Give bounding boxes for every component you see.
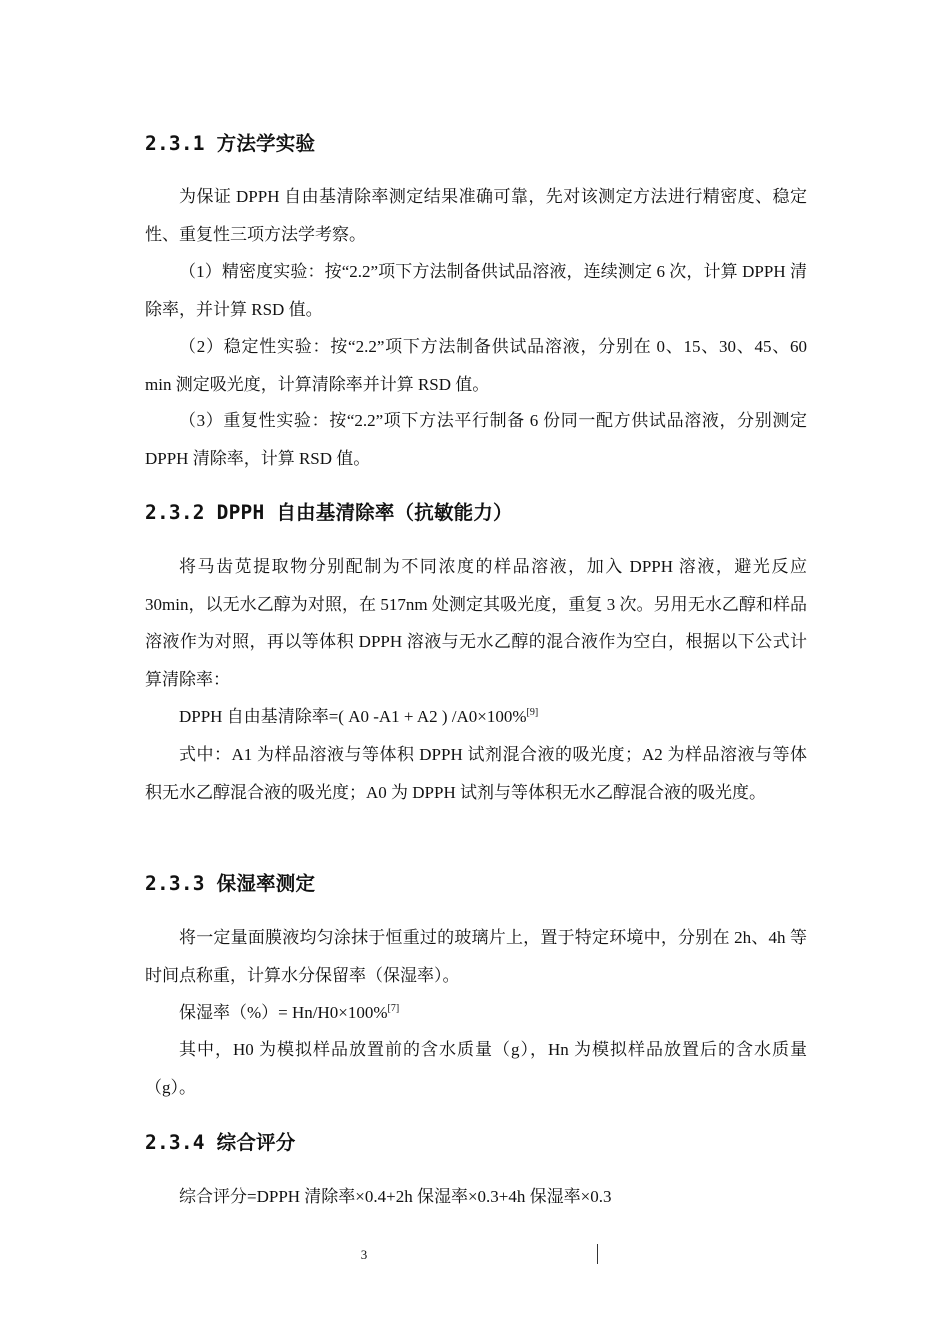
formula-score: 综合评分=DPPH 清除率×0.4+2h 保湿率×0.3+4h 保湿率×0.3 (179, 1187, 612, 1206)
paragraph: 其中，H0 为模拟样品放置前的含水质量（g），Hn 为模拟样品放置后的含水质量（g）。 (145, 1040, 807, 1097)
section-heading-2-3-3: 2.3.3 保湿率测定 (145, 872, 316, 895)
section-heading-2-3-2: 2.3.2 DPPH 自由基清除率（抗敏能力） (145, 501, 513, 524)
text-cursor (597, 1244, 598, 1264)
section-heading-2-3-1: 2.3.1 方法学实验 (145, 132, 316, 155)
formula-dpph (179, 698, 538, 736)
section-heading-2-3-4: 2.3.4 综合评分 (145, 1131, 296, 1154)
page-number: 3 (360, 1247, 368, 1262)
formula-text: 保湿率（%）= Hn/H0×100% (179, 1003, 388, 1022)
paragraph: 式中：A1 为样品溶液与等体积 DPPH 试剂混合液的吸光度；A2 为样品溶液与等体积无水乙醇混合液的吸光度；A0 为 DPPH 试剂与等体积无水乙醇混合液的吸光度。 (145, 745, 807, 802)
paragraph: 将马齿苋提取物分别配制为不同浓度的样品溶液，加入 DPPH 溶液，避光反应 30min，以无水乙醇为对照，在 517nm 处测定其吸光度，重复 3 次。另用无水乙醇和样品溶液作为对照，再以等体积 DPPH 溶液与无水乙醇的混合液作为空白，根据以下公式计算清除率： (145, 557, 807, 689)
paragraph: （3）重复性实验：按“2.2”项下方法平行制备 6 份同一配方供试品溶液，分别测定 DPPH 清除率，计算 RSD 值。 (145, 411, 807, 468)
paragraph: （2）稳定性实验：按“2.2”项下方法制备供试品溶液，分别在 0、15、30、45、60 min 测定吸光度，计算清除率并计算 RSD 值。 (145, 337, 807, 394)
paragraph: （1）精密度实验：按“2.2”项下方法制备供试品溶液，连续测定 6 次，计算 DPPH 清除率，并计算 RSD 值。 (145, 262, 807, 319)
citation-ref: [7] (387, 1003, 400, 1014)
paragraph: 将一定量面膜液均匀涂抹于恒重过的玻璃片上，置于特定环境中，分别在 2h、4h 等时间点称重，计算水分保留率（保湿率）。 (145, 928, 807, 985)
formula-moisture (179, 994, 399, 1032)
paragraph: 为保证 DPPH 自由基清除率测定结果准确可靠，先对该测定方法进行精密度、稳定性、重复性三项方法学考察。 (145, 187, 807, 244)
citation-ref: [9] (526, 707, 539, 718)
formula-text: DPPH 自由基清除率=( A0 -A1 + A2 ) /A0×100% (179, 707, 527, 726)
